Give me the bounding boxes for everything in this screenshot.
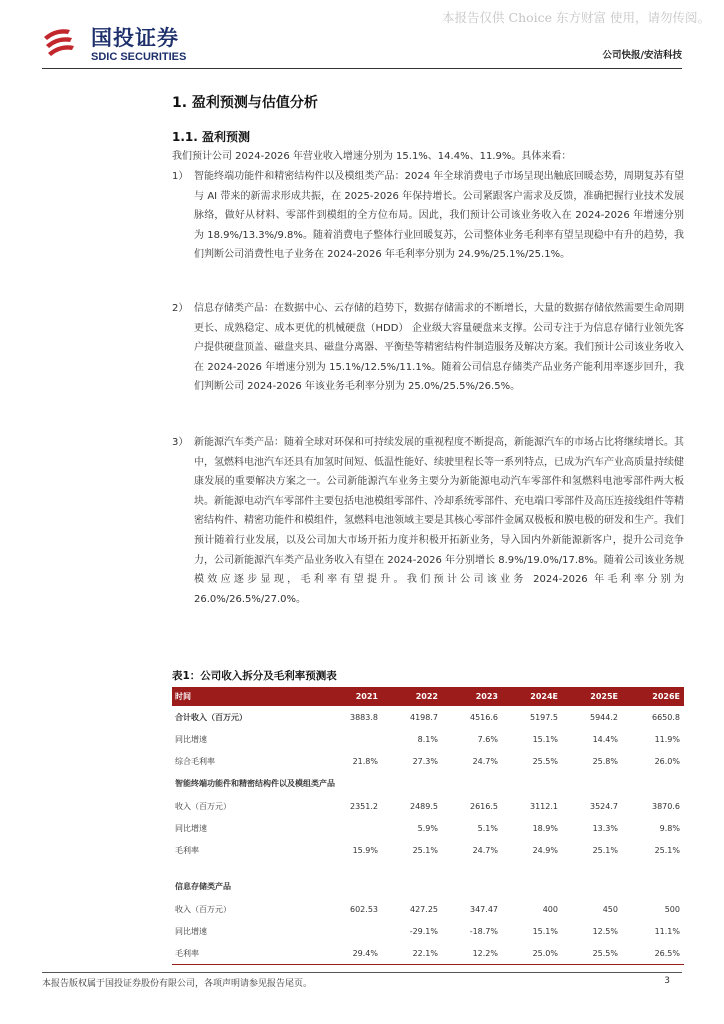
- table-cell: 25.1%: [654, 845, 680, 855]
- table-row: [172, 861, 684, 875]
- row-label-cell: 毛利率: [172, 942, 322, 965]
- table-cell: [562, 861, 622, 875]
- column-header: 2023: [442, 687, 502, 706]
- row-label-cell: 信息存储类产品: [175, 882, 231, 891]
- table-cell: [622, 861, 684, 875]
- row-label-cell: 同比增速: [175, 823, 207, 833]
- table-cell: 14.4%: [592, 734, 618, 744]
- table-row: [172, 839, 684, 861]
- row-label-cell: 综合毛利率: [175, 756, 215, 766]
- table-cell: 24.7%: [472, 756, 498, 766]
- table-row: [172, 728, 684, 750]
- table-cell: 18.9%: [532, 823, 558, 833]
- list-item-number: 2）: [172, 303, 189, 314]
- table-cell: 13.3%: [592, 823, 618, 833]
- sdic-emblem-icon: [42, 25, 86, 65]
- report-type-label: 公司快报/安洁科技: [602, 50, 682, 61]
- list-item: [172, 299, 684, 397]
- table-cell: 15.1%: [532, 734, 558, 744]
- row-label-cell: [172, 861, 322, 875]
- table-row: [172, 920, 684, 942]
- column-header: 2021: [322, 687, 382, 706]
- row-label-cell: 同比增速: [175, 734, 207, 744]
- column-header: 2026E: [622, 687, 684, 706]
- footer-divider: [42, 972, 682, 973]
- table-cell: 15.9%: [352, 845, 378, 855]
- column-header: 时间: [172, 687, 322, 706]
- table-cell: 15.1%: [532, 926, 558, 936]
- list-item-number: 3）: [172, 437, 189, 448]
- table-cell: 4516.6: [470, 712, 498, 722]
- company-logo: [42, 25, 186, 65]
- page-number: 3: [664, 976, 670, 986]
- table-cell: [322, 920, 382, 942]
- table-cell: [382, 861, 442, 875]
- table-row: [172, 942, 684, 965]
- table-cell: 3883.8: [350, 712, 378, 722]
- list-item-text: 智能终端功能件和精密结构件以及模组类产品：2024 年全球消费电子市场呈现出触底回暖态势，周期复苏有望与 AI 带来的新需求形成共振，在 2025-2026 年保持增长。公司紧跟客户需求及反馈，准确把握行业技术发展脉络，做好从材料、零部件到模组的全方位布局。因此，我们预计公司该业务收入在 2024-2026 年增速分别为 18.9%/13.3%/9.8%。随着消费电子整体行业回暖复苏，公司整体业务毛利率有望呈现稳中有升的趋势，我们判断公司消费性电子业务在 2024-2026 年毛利率分别为 24.9%/25.1%/25.1%。: [194, 171, 684, 261]
- table-cell: 25.1%: [592, 845, 618, 855]
- table-cell: 25.5%: [562, 942, 622, 965]
- table-cell: 5197.5: [530, 712, 558, 722]
- table-cell: 347.47: [470, 904, 498, 914]
- table-cell: 24.9%: [532, 845, 558, 855]
- header-divider: [42, 68, 682, 69]
- column-header: 2022: [382, 687, 442, 706]
- list-item-text: 新能源汽车类产品：随着全球对环保和可持续发展的重视程度不断提高，新能源汽车的市场占比将继续增长。其中，氢燃料电池汽车还具有加氢时间短、低温性能好、续驶里程长等一系列特点，已成为汽车产业高质量持续健康发展的重要解决方案之一。公司新能源汽车业务主要分为新能源电动汽车零部件和氢燃料电池零部件两大板块。新能源电动汽车零部件主要包括电池模组零部件、冷却系统零部件、充电端口零部件及高压连接线组件等精密结构件、精密功能件和模组件，氢燃料电池领域主要是其核心零部件金属双极板和膜电极的研发和生产。我们预计随着行业发展，以及公司加大市场开拓力度并积极开拓新业务，导入国内外新能源新客户，提升公司竞争力，公司新能源汽车类产品业务收入有望在 2024-2026 年分别增长 8.9%/19.0%/17.8%。随着公司该业务规模效应逐步显现，毛利率有望提升。我们预计公司该业务 2024-2026 年毛利率分别为 26.0%/26.5%/27.0%。: [194, 437, 684, 605]
- table-cell: 9.8%: [659, 823, 680, 833]
- row-label-cell: 合计收入（百万元）: [175, 712, 247, 722]
- list-item: [172, 167, 684, 265]
- table-cell: 11.1%: [654, 926, 680, 936]
- revenue-margin-table: [172, 687, 684, 965]
- table-cell: 7.6%: [477, 734, 498, 744]
- table-cell: 5.1%: [477, 823, 498, 833]
- table-cell: 2351.2: [350, 801, 378, 811]
- table-row: [172, 817, 684, 839]
- table-section-row: [172, 772, 684, 795]
- subsection-heading: 1.1. 盈利预测: [172, 130, 250, 144]
- table-cell: 602.53: [350, 904, 378, 914]
- table-cell: -18.7%: [469, 926, 498, 936]
- table-cell: 5.9%: [417, 823, 438, 833]
- table-cell: 3524.7: [590, 801, 618, 811]
- row-label-cell: 毛利率: [175, 845, 199, 855]
- row-label-cell: 同比增速: [175, 926, 207, 936]
- table-cell: 450: [602, 904, 618, 914]
- table-cell: 5944.2: [590, 712, 618, 722]
- intro-paragraph: 我们预计公司 2024-2026 年营业收入增速分别为 15.1%、14.4%、11.9%。具体来看：: [172, 151, 572, 162]
- row-label-cell: 智能终端功能件和精密结构件以及模组类产品: [175, 779, 335, 788]
- section-heading: 1. 盈利预测与估值分析: [172, 95, 318, 111]
- watermark-text: 本报告仅供 Choice 东方财富 使用，请勿传阅。: [442, 10, 710, 25]
- table-cell: 3112.1: [530, 801, 558, 811]
- table-cell: 12.2%: [442, 942, 502, 965]
- table-cell: 24.7%: [472, 845, 498, 855]
- list-item-text: 信息存储类产品：在数据中心、云存储的趋势下，数据存储需求的不断增长，大量的数据存储依然需要生命周期更长、成熟稳定、成本更优的机械硬盘（HDD） 企业级大容量硬盘来支撑。公司专注于为信息存储行业领先客户提供硬盘顶盖、磁盘夹具、磁盘分离器、平衡垫等精密结构件制造服务及解决方案。我们预计公司该业务收入在 2024-2026 年增速分别为 15.1%/12.5%/11.1%。随着公司信息存储类产品业务产能利用率逐步回升，我们判断公司 2024-2026 年该业务毛利率分别为 25.0%/25.5%/26.5%。: [194, 303, 684, 393]
- row-label-cell: 收入（百万元）: [175, 801, 231, 811]
- table-row: [172, 706, 684, 728]
- logo-english-name: SDIC SECURITIES: [91, 51, 187, 63]
- table-cell: 8.1%: [417, 734, 438, 744]
- table-row: [172, 795, 684, 817]
- table-cell: [322, 817, 382, 839]
- row-label-cell: 收入（百万元）: [175, 904, 231, 914]
- table-cell: [502, 861, 562, 875]
- table-cell: [442, 861, 502, 875]
- table-cell: [322, 728, 382, 750]
- table-row: [172, 898, 684, 920]
- table-cell: 500: [664, 904, 680, 914]
- table-cell: 22.1%: [382, 942, 442, 965]
- table-cell: 12.5%: [592, 926, 618, 936]
- column-header: 2024E: [502, 687, 562, 706]
- table-cell: 25.8%: [592, 756, 618, 766]
- table-title: 表1：公司收入拆分及毛利率预测表: [172, 670, 337, 682]
- column-header: 2025E: [562, 687, 622, 706]
- copyright-notice: 本报告版权属于国投证券股份有限公司，各项声明请参见报告尾页。: [42, 979, 313, 989]
- list-item-number: 1）: [172, 171, 189, 182]
- table-cell: 400: [542, 904, 558, 914]
- logo-chinese-name: 国投证券: [91, 26, 179, 50]
- table-cell: 4198.7: [410, 712, 438, 722]
- table-cell: 21.8%: [352, 756, 378, 766]
- table-cell: 25.0%: [502, 942, 562, 965]
- table-cell: 2489.5: [410, 801, 438, 811]
- table-cell: 427.25: [410, 904, 438, 914]
- table-section-row: [172, 875, 684, 898]
- list-item: [172, 433, 684, 609]
- table-cell: 25.1%: [412, 845, 438, 855]
- table-cell: 26.0%: [654, 756, 680, 766]
- table-cell: 2616.5: [470, 801, 498, 811]
- table-cell: 26.5%: [622, 942, 684, 965]
- table-cell: 6650.8: [652, 712, 680, 722]
- table-cell: 3870.6: [652, 801, 680, 811]
- table-header-row: [172, 687, 684, 706]
- table-cell: -29.1%: [409, 926, 438, 936]
- table-cell: 27.3%: [412, 756, 438, 766]
- table-cell: 25.5%: [532, 756, 558, 766]
- table-row: [172, 750, 684, 772]
- table-cell: [322, 861, 382, 875]
- table-cell: 11.9%: [654, 734, 680, 744]
- table-cell: 29.4%: [322, 942, 382, 965]
